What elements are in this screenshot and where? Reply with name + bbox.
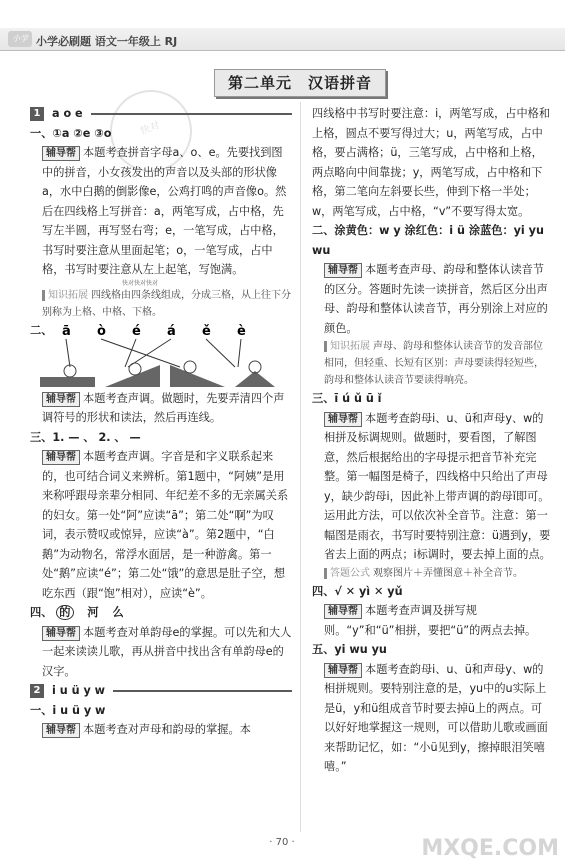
right-column [312,104,552,777]
matching-lines [66,339,241,367]
explanation-tones [312,409,552,565]
unit-title: 第二单元 汉语拼音 [214,69,386,97]
note-label: 答题公式 [324,568,370,579]
note-text: 观察图片＋弄懂图意＋补全音节。 [373,567,523,579]
answer-coloring: 二、涂黄色：w y 涂红色：i ü 涂蓝色：yi yu wu [312,224,544,257]
tone-label-1: ā [62,323,71,339]
explanation-text: 本题考查声母、韵母和整体认读音节的区分。答题时先读一读拼音，然后区分出声母、韵母和整体认读音节，再分别涂上对应的颜色。 [324,263,548,335]
answer-judgement: 四、√ ✕ yì ✕ yǔ [312,584,403,598]
note-label: 知识拓展 [42,290,88,301]
tutor-tag: 辅导帮 [42,146,80,161]
explanation-text: 本题考查韵母i、u、ü和声母y、w的相拼及标调规则。做题时，要看图，了解图意，然后根据给出的字母提示把音节补充完整。第一幅图是椅子，四线格中只给出了声母y，缺少韵母i，因此补上带声调的韵母ǐ即可。运用此方法，可以依次补全音节。注意：第一幅图是雨衣，书写时要特别注意：ü遇到y，要省去上面的两点；i标调时，要去掉上面的点。 [324,411,551,561]
explanation-q4 [30,623,292,682]
explanation-q1 [30,143,292,280]
tone-label-4: á [167,323,176,339]
explanation-q2 [30,389,292,428]
section-number: 1 [30,107,44,121]
explanation-coloring [312,260,552,338]
q4-label: 四、 [30,606,53,619]
explanation-text: 本题考查声调。做题时，先要弄清四个声调符号的形状和读法，然后再连线。 [42,391,285,424]
note-text: 四线格由四条线组成，分成三格，从上往下分别称为上格、中格、下格。 [42,289,291,318]
brand-logo: 小学 [8,31,32,47]
section-title: i u ü y w [52,684,105,697]
char-3: 么 [112,606,124,619]
small-watermark-text: 快对快对快对 [122,279,159,287]
explanation-text: 本题考查拼音字母a、o、e。先要找到图中的拼音，小女孩发出的声音以及头部的形状像a，水中白鹅的倒影像e，公鸡打鸣的声音像o。然后在四线格上写拼音：a，两笔写成，占中格，先写左半圆，再写竖右弯；e，一笔写成，占中格，书写时要注意从里面起笔；o，一笔写成，占中格，书写时要注意从左上起笔，写饱满。 [42,146,287,276]
note-text: 声母、韵母和整体认读音节的发音部位相同，但轻重、长短有区别：声母要读得轻短些，韵母和整体认读音节要读得响亮。 [324,341,544,386]
explanation-text: 本题考查对单韵母e的掌握。可以先和大人一起来读读儿歌，再从拼音中找出含有单韵母e的汉字。 [42,625,292,678]
explanation-text: 本题考查韵母i、u、ü和声母y、w的相拼规则。要特别注意的是，yu中的u实际上是ü，y和ü组成音节时要去掉ü上的两点。可以好好地掌握这一规则，可以借助儿歌或画面来帮助记忆，如：“小ü见到y，擦掉眼泪笑嘻嘻。” [324,662,548,773]
section-rule [91,113,292,115]
section-rule [113,690,292,692]
tutor-tag: 辅导帮 [324,663,362,678]
explanation-judgement [312,601,552,640]
answer-q4 [30,603,292,623]
section-heading-1 [30,104,292,124]
knowledge-note [30,287,292,321]
section-heading-2 [30,681,292,701]
explanation-text: 本题考查声调。字音是和字义联系起来的，也可结合词义来辨析。第1题中，“阿姨”是用来称呼跟母亲辈分相同、年纪差不多的无亲属关系的妇女。第一处“阿”应读“ā”；第二处“啊”为叹词，表示赞叹或惊异，应读“à”。第2题中，“白鹅”为动物名，常浮水面居，是一种游禽。第一处“鹅”应读“é”；第二处“饿”的意思是肚子空，想吃东西（跟“饱”相对），应读“è”。 [42,450,289,600]
tutor-tag: 辅导帮 [42,723,80,738]
answer-q3: 三、1. — 、 2. 、 — [30,430,141,444]
tone-matching-figure [30,321,292,389]
continued-explanation: 四线格中书写时要注意：i，两笔写成，占中格和上格，圆点不要写得过大；u，两笔写成，占中格，要占满格；ü，三笔写成，占中格和上格，两点略向中间靠拢；y，两笔写成，占中格和下格，第二笔向左斜要长些，伸到下格一半处；w，两笔写成，占中格，“v”不要写得太宽。 [312,107,551,218]
left-column [30,104,292,740]
tone-label-3: é [132,323,141,339]
explanation-q3 [30,447,292,603]
tutor-tag: 辅导帮 [42,450,80,465]
matching-exercise [30,321,292,389]
tone-label-6: è [237,323,246,339]
explanation-q5 [30,720,292,740]
answer-q5: 一、i u ü y w [30,703,106,717]
char-2: 河 [87,606,99,619]
knowledge-note-2 [312,338,552,389]
book-title: 小学必刷题 语文一年级上 RJ [36,35,178,48]
column-divider [300,102,301,832]
tutor-tag: 辅导帮 [42,626,80,641]
tone-label-5: ě [202,323,211,339]
explanation-text: 本题考查声调及拼写规则。“y”和“ü”相拼，要把“ü”的两点去掉。 [324,604,537,637]
site-watermark: MXQE.COM [421,836,559,861]
answer-tones: 三、ī ú ǔ ū ǐ [312,392,382,405]
formula-note [312,565,552,582]
watermark-stamp: 快对 [98,78,203,183]
tutor-tag: 辅导帮 [324,412,362,427]
circled-char-1: 的 [56,605,73,620]
answer-q2: 二、 [30,323,53,337]
explanation-text: 本题考查对声母和韵母的掌握。本 [83,723,251,736]
answer-q1: 一、①a ②e ③o [30,126,112,140]
explanation-syllables [312,660,552,777]
section-title: a o e [52,107,83,120]
note-label: 知识拓展 [324,341,370,352]
answer-syllables: 五、yi wu yu [312,643,387,656]
tutor-tag: 辅导帮 [324,263,362,278]
tutor-tag: 辅导帮 [42,392,80,407]
tone-label-2: ò [97,323,106,339]
page-number: · 70 · [269,837,295,848]
tutor-tag: 辅导帮 [324,604,362,619]
section-number: 2 [30,684,44,698]
